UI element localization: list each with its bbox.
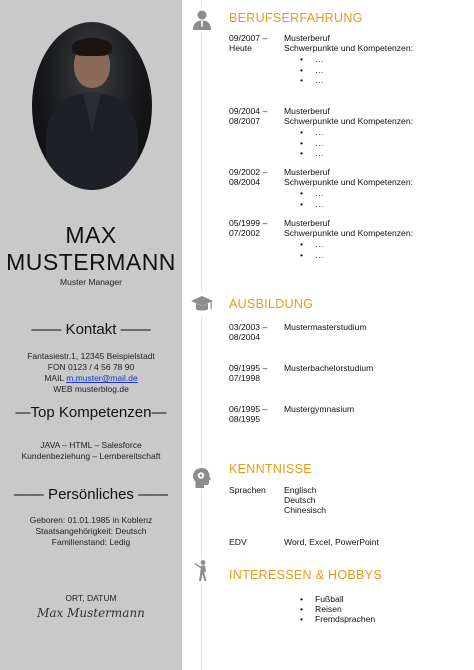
hobby: • Reisen bbox=[284, 604, 474, 614]
focus: Schwerpunkte und Kompetenzen: bbox=[284, 116, 413, 127]
date-end: 08/1995 bbox=[229, 414, 261, 425]
date-start: 06/1995 – bbox=[229, 404, 268, 414]
personal-citizenship: Staatsangehörigkeit: Deutsch bbox=[35, 526, 147, 536]
date-end: 07/2002 bbox=[229, 228, 261, 239]
knowledge-title: KENNTNISSE bbox=[229, 462, 312, 476]
bullet: • … bbox=[284, 65, 474, 75]
contact-mail-label: MAIL bbox=[44, 373, 64, 383]
date-end: 07/1998 bbox=[229, 373, 261, 384]
skills-line-2: Kundenbeziehung – Lernbereitschaft bbox=[21, 451, 161, 461]
experience-title: BERUFSERFAHRUNG bbox=[229, 11, 363, 25]
school: Mustermasterstudium bbox=[284, 322, 367, 332]
job-title: Muster Manager bbox=[60, 277, 122, 287]
language: Englisch bbox=[284, 485, 317, 495]
role: Musterberuf bbox=[284, 33, 330, 43]
bullet: • … bbox=[284, 138, 474, 148]
language: Deutsch bbox=[284, 495, 316, 506]
bullet: • … bbox=[284, 188, 474, 198]
date-end: 08/2007 bbox=[229, 116, 261, 127]
date-end: Heute bbox=[229, 43, 252, 54]
date-end: 08/2004 bbox=[229, 177, 261, 188]
person-icon bbox=[190, 7, 214, 31]
sidebar bbox=[0, 0, 182, 670]
bullet: • … bbox=[284, 199, 474, 209]
edv-label: EDV bbox=[229, 537, 247, 547]
first-name: MAX bbox=[65, 222, 117, 248]
contact-mail-link[interactable]: m.muster@mail.de bbox=[66, 373, 138, 383]
date-start: 03/2003 – bbox=[229, 322, 268, 332]
school: Musterbachelorstudium bbox=[284, 363, 374, 373]
hobbies-title: INTERESSEN & HOBBYS bbox=[229, 568, 382, 582]
date-start: 09/2004 – bbox=[229, 106, 268, 116]
date-start: 09/1995 – bbox=[229, 363, 268, 373]
signature: Max Mustermann bbox=[37, 606, 145, 620]
skills-line-1: JAVA – HTML – Salesforce bbox=[40, 440, 142, 450]
date-start: 05/1999 – bbox=[229, 218, 268, 228]
edv-skills: Word, Excel, PowerPoint bbox=[284, 537, 379, 547]
personal-status: Familienstand: Ledig bbox=[51, 537, 131, 547]
skills-heading: —Top Kompetenzen— bbox=[15, 404, 167, 421]
last-name: MUSTERMANN bbox=[6, 249, 176, 275]
personal-heading: —— Persönliches —— bbox=[13, 486, 169, 503]
bullet: • … bbox=[284, 54, 474, 64]
school: Mustergymnasium bbox=[284, 404, 355, 414]
bullet: • … bbox=[284, 75, 474, 85]
role: Musterberuf bbox=[284, 106, 330, 116]
graduation-cap-icon bbox=[190, 292, 214, 316]
brain-head-icon bbox=[190, 466, 214, 490]
bullet: • … bbox=[284, 250, 474, 260]
contact-mail-line bbox=[0, 373, 182, 384]
date-start: 09/2002 – bbox=[229, 167, 268, 177]
hobby: • Fremdsprachen bbox=[284, 614, 474, 624]
bullet: • … bbox=[284, 239, 474, 249]
focus: Schwerpunkte und Kompetenzen: bbox=[284, 228, 413, 239]
golfer-icon bbox=[190, 559, 214, 583]
contact-phone: FON 0123 / 4 56 78 90 bbox=[47, 362, 135, 372]
education-title: AUSBILDUNG bbox=[229, 297, 314, 311]
language: Chinesisch bbox=[284, 505, 327, 516]
date-end: 08/2004 bbox=[229, 332, 261, 343]
place-date: ORT, DATUM bbox=[65, 593, 117, 603]
hobby: • Fußball bbox=[284, 594, 474, 604]
contact-web: WEB musterblog.de bbox=[53, 384, 129, 394]
role: Musterberuf bbox=[284, 218, 330, 228]
bullet: • … bbox=[284, 127, 474, 137]
date-start: 09/2007 – bbox=[229, 33, 268, 43]
bullet: • … bbox=[284, 148, 474, 158]
contact-heading: —— Kontakt —— bbox=[31, 321, 151, 338]
focus: Schwerpunkte und Kompetenzen: bbox=[284, 43, 413, 54]
profile-photo bbox=[32, 22, 152, 190]
contact-address: Fantasiestr.1, 12345 Beispielstadt bbox=[27, 351, 155, 361]
focus: Schwerpunkte und Kompetenzen: bbox=[284, 177, 413, 188]
role: Musterberuf bbox=[284, 167, 330, 177]
languages-label: Sprachen bbox=[229, 485, 266, 495]
personal-born: Geboren: 01.01.1985 in Koblenz bbox=[29, 515, 153, 525]
